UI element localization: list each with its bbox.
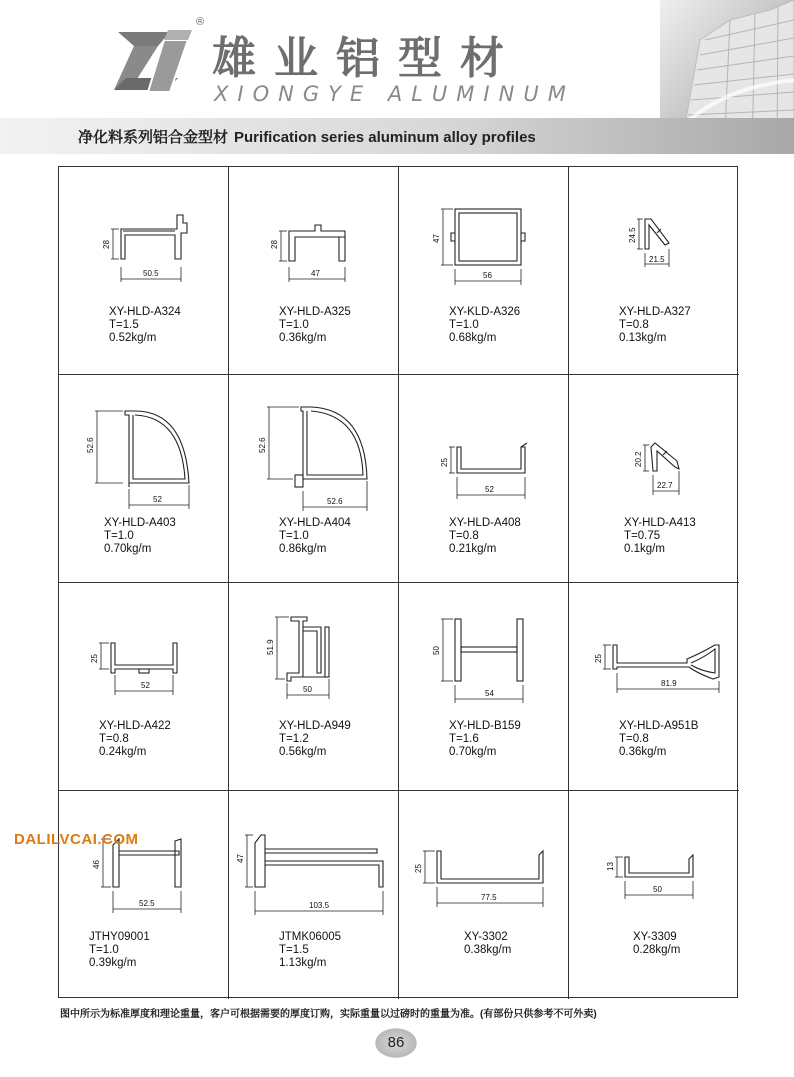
thickness-label: T=1.5 xyxy=(109,319,139,331)
thickness-label: T=1.0 xyxy=(449,319,479,331)
thickness-label: T=0.75 xyxy=(624,530,661,542)
dim-height: 51.9 xyxy=(266,639,275,655)
model-label: XY-3302 xyxy=(464,931,508,943)
weight-label: 0.21kg/m xyxy=(449,543,497,555)
brand-name-cn: 雄业铝型材 xyxy=(212,33,522,84)
xiongye-logo-icon xyxy=(108,28,192,100)
dim-height: 25 xyxy=(594,654,603,663)
dim-width: 52 xyxy=(485,485,494,494)
weight-label: 0.70kg/m xyxy=(104,543,152,555)
weight-label: 0.86kg/m xyxy=(279,543,327,555)
dim-width: 56 xyxy=(483,271,492,280)
product-info xyxy=(279,517,351,556)
weight-label: 0.52kg/m xyxy=(109,332,157,344)
section-title-en: Purification series aluminum alloy profiles xyxy=(234,129,536,146)
product-card xyxy=(569,791,739,999)
watermark: DALILVCAI.COM xyxy=(14,831,139,848)
product-card xyxy=(569,583,739,791)
profile-drawing xyxy=(229,583,399,791)
model-label: XY-HLD-A413 xyxy=(624,517,696,529)
section-title-cn: 净化料系列铝合金型材 xyxy=(78,129,229,146)
dim-height: 25 xyxy=(414,864,423,873)
thickness-label: T=0.8 xyxy=(619,319,649,331)
model-label: XY-HLD-B159 xyxy=(449,720,521,732)
profile-drawing xyxy=(399,791,569,999)
weight-label: 0.39kg/m xyxy=(89,957,137,969)
dim-width: 52.5 xyxy=(139,899,155,908)
product-card xyxy=(59,167,229,375)
dim-width: 50 xyxy=(653,885,662,894)
dim-width: 54 xyxy=(485,689,494,698)
dim-width: 52.6 xyxy=(327,497,343,506)
footnote: 图中所示为标准厚度和理论重量，客户可根据需要的厚度订购，实际重量以过磅时的重量为准。(有部份只供参考不可外卖) xyxy=(60,1009,597,1020)
weight-label: 0.68kg/m xyxy=(449,332,497,344)
dim-width: 47 xyxy=(311,269,320,278)
dim-width: 52 xyxy=(153,495,162,504)
product-card xyxy=(569,167,739,375)
weight-label: 0.13kg/m xyxy=(619,332,667,344)
product-info xyxy=(449,720,521,759)
model-label: XY-HLD-A422 xyxy=(99,720,171,732)
model-label: XY-HLD-A324 xyxy=(109,306,181,318)
product-info xyxy=(449,517,521,556)
product-card xyxy=(229,375,399,583)
thickness-label: T=0.8 xyxy=(99,733,129,745)
model-label: XY-HLD-A951B xyxy=(619,720,699,732)
section-title xyxy=(78,126,536,147)
dim-width: 81.9 xyxy=(661,679,677,688)
page-number: 86 xyxy=(372,1026,420,1060)
page-header xyxy=(0,0,794,160)
model-label: XY-HLD-A403 xyxy=(104,517,176,529)
product-info xyxy=(279,931,341,970)
product-info xyxy=(619,306,691,345)
product-info xyxy=(104,517,176,556)
brand-name-en: XIONGYE ALUMINUM xyxy=(214,82,575,106)
product-info xyxy=(449,306,520,345)
thickness-label: T=1.0 xyxy=(89,944,119,956)
dim-height: 28 xyxy=(102,240,111,249)
product-card xyxy=(229,583,399,791)
dim-height: 47 xyxy=(236,854,245,863)
dim-height: 25 xyxy=(90,654,99,663)
weight-label: 0.38kg/m xyxy=(464,944,512,956)
model-label: JTHY09001 xyxy=(89,931,150,943)
profile-drawing xyxy=(399,583,569,791)
thickness-label: T=1.2 xyxy=(279,733,309,745)
model-label: XY-HLD-A949 xyxy=(279,720,351,732)
dim-height: 52.6 xyxy=(258,437,267,453)
thickness-label: T=1.0 xyxy=(279,530,309,542)
product-info xyxy=(279,306,351,345)
dim-height: 50 xyxy=(432,646,441,655)
model-label: XY-3309 xyxy=(633,931,677,943)
product-card xyxy=(229,791,399,999)
dim-width: 77.5 xyxy=(481,893,497,902)
product-grid xyxy=(58,166,738,998)
product-card xyxy=(399,583,569,791)
weight-label: 0.28kg/m xyxy=(633,944,681,956)
weight-label: 0.36kg/m xyxy=(619,746,667,758)
product-info xyxy=(89,931,150,970)
product-card xyxy=(569,375,739,583)
dim-height: 46 xyxy=(92,860,101,869)
dim-height: 28 xyxy=(270,240,279,249)
thickness-label: T=1.0 xyxy=(279,319,309,331)
weight-label: 0.24kg/m xyxy=(99,746,147,758)
thickness-label: T=1.6 xyxy=(449,733,479,745)
thickness-label: T=0.8 xyxy=(449,530,479,542)
product-card xyxy=(59,583,229,791)
product-info xyxy=(109,306,181,345)
model-label: JTMK06005 xyxy=(279,931,342,943)
dim-width: 103.5 xyxy=(309,901,330,910)
product-card xyxy=(399,167,569,375)
product-info xyxy=(633,931,680,957)
dim-height: 20.2 xyxy=(634,451,643,467)
thickness-label: T=0.8 xyxy=(619,733,649,745)
weight-label: 0.36kg/m xyxy=(279,332,327,344)
product-card xyxy=(399,375,569,583)
profile-drawing xyxy=(59,583,229,791)
profile-drawing xyxy=(569,791,739,999)
weight-label: 0.1kg/m xyxy=(624,543,665,555)
product-card xyxy=(59,375,229,583)
dim-height: 52.6 xyxy=(86,437,95,453)
product-card xyxy=(399,791,569,999)
dim-width: 50.5 xyxy=(143,269,159,278)
weight-label: 0.56kg/m xyxy=(279,746,327,758)
product-info xyxy=(99,720,171,759)
product-card xyxy=(229,167,399,375)
model-label: XY-HLD-A325 xyxy=(279,306,351,318)
thickness-label: T=1.5 xyxy=(279,944,309,956)
dim-height: 13 xyxy=(606,862,615,871)
weight-label: 1.13kg/m xyxy=(279,957,327,969)
registered-mark: ® xyxy=(196,16,205,28)
weight-label: 0.70kg/m xyxy=(449,746,497,758)
product-info xyxy=(279,720,351,759)
product-info xyxy=(464,931,511,957)
profile-drawing xyxy=(569,583,739,791)
product-info xyxy=(619,720,698,759)
dim-width: 21.5 xyxy=(649,255,665,264)
product-info xyxy=(624,517,696,556)
dim-height: 25 xyxy=(440,458,449,467)
dim-width: 52 xyxy=(141,681,150,690)
dim-width: 50 xyxy=(303,685,312,694)
model-label: XY-HLD-A404 xyxy=(279,517,351,529)
model-label: XY-HLD-A408 xyxy=(449,517,521,529)
model-label: XY-KLD-A326 xyxy=(449,306,521,318)
dim-height: 24.5 xyxy=(628,227,637,243)
dim-height: 47 xyxy=(432,234,441,243)
model-label: XY-HLD-A327 xyxy=(619,306,691,318)
product-card xyxy=(59,791,229,999)
dim-width: 22.7 xyxy=(657,481,673,490)
thickness-label: T=1.0 xyxy=(104,530,134,542)
